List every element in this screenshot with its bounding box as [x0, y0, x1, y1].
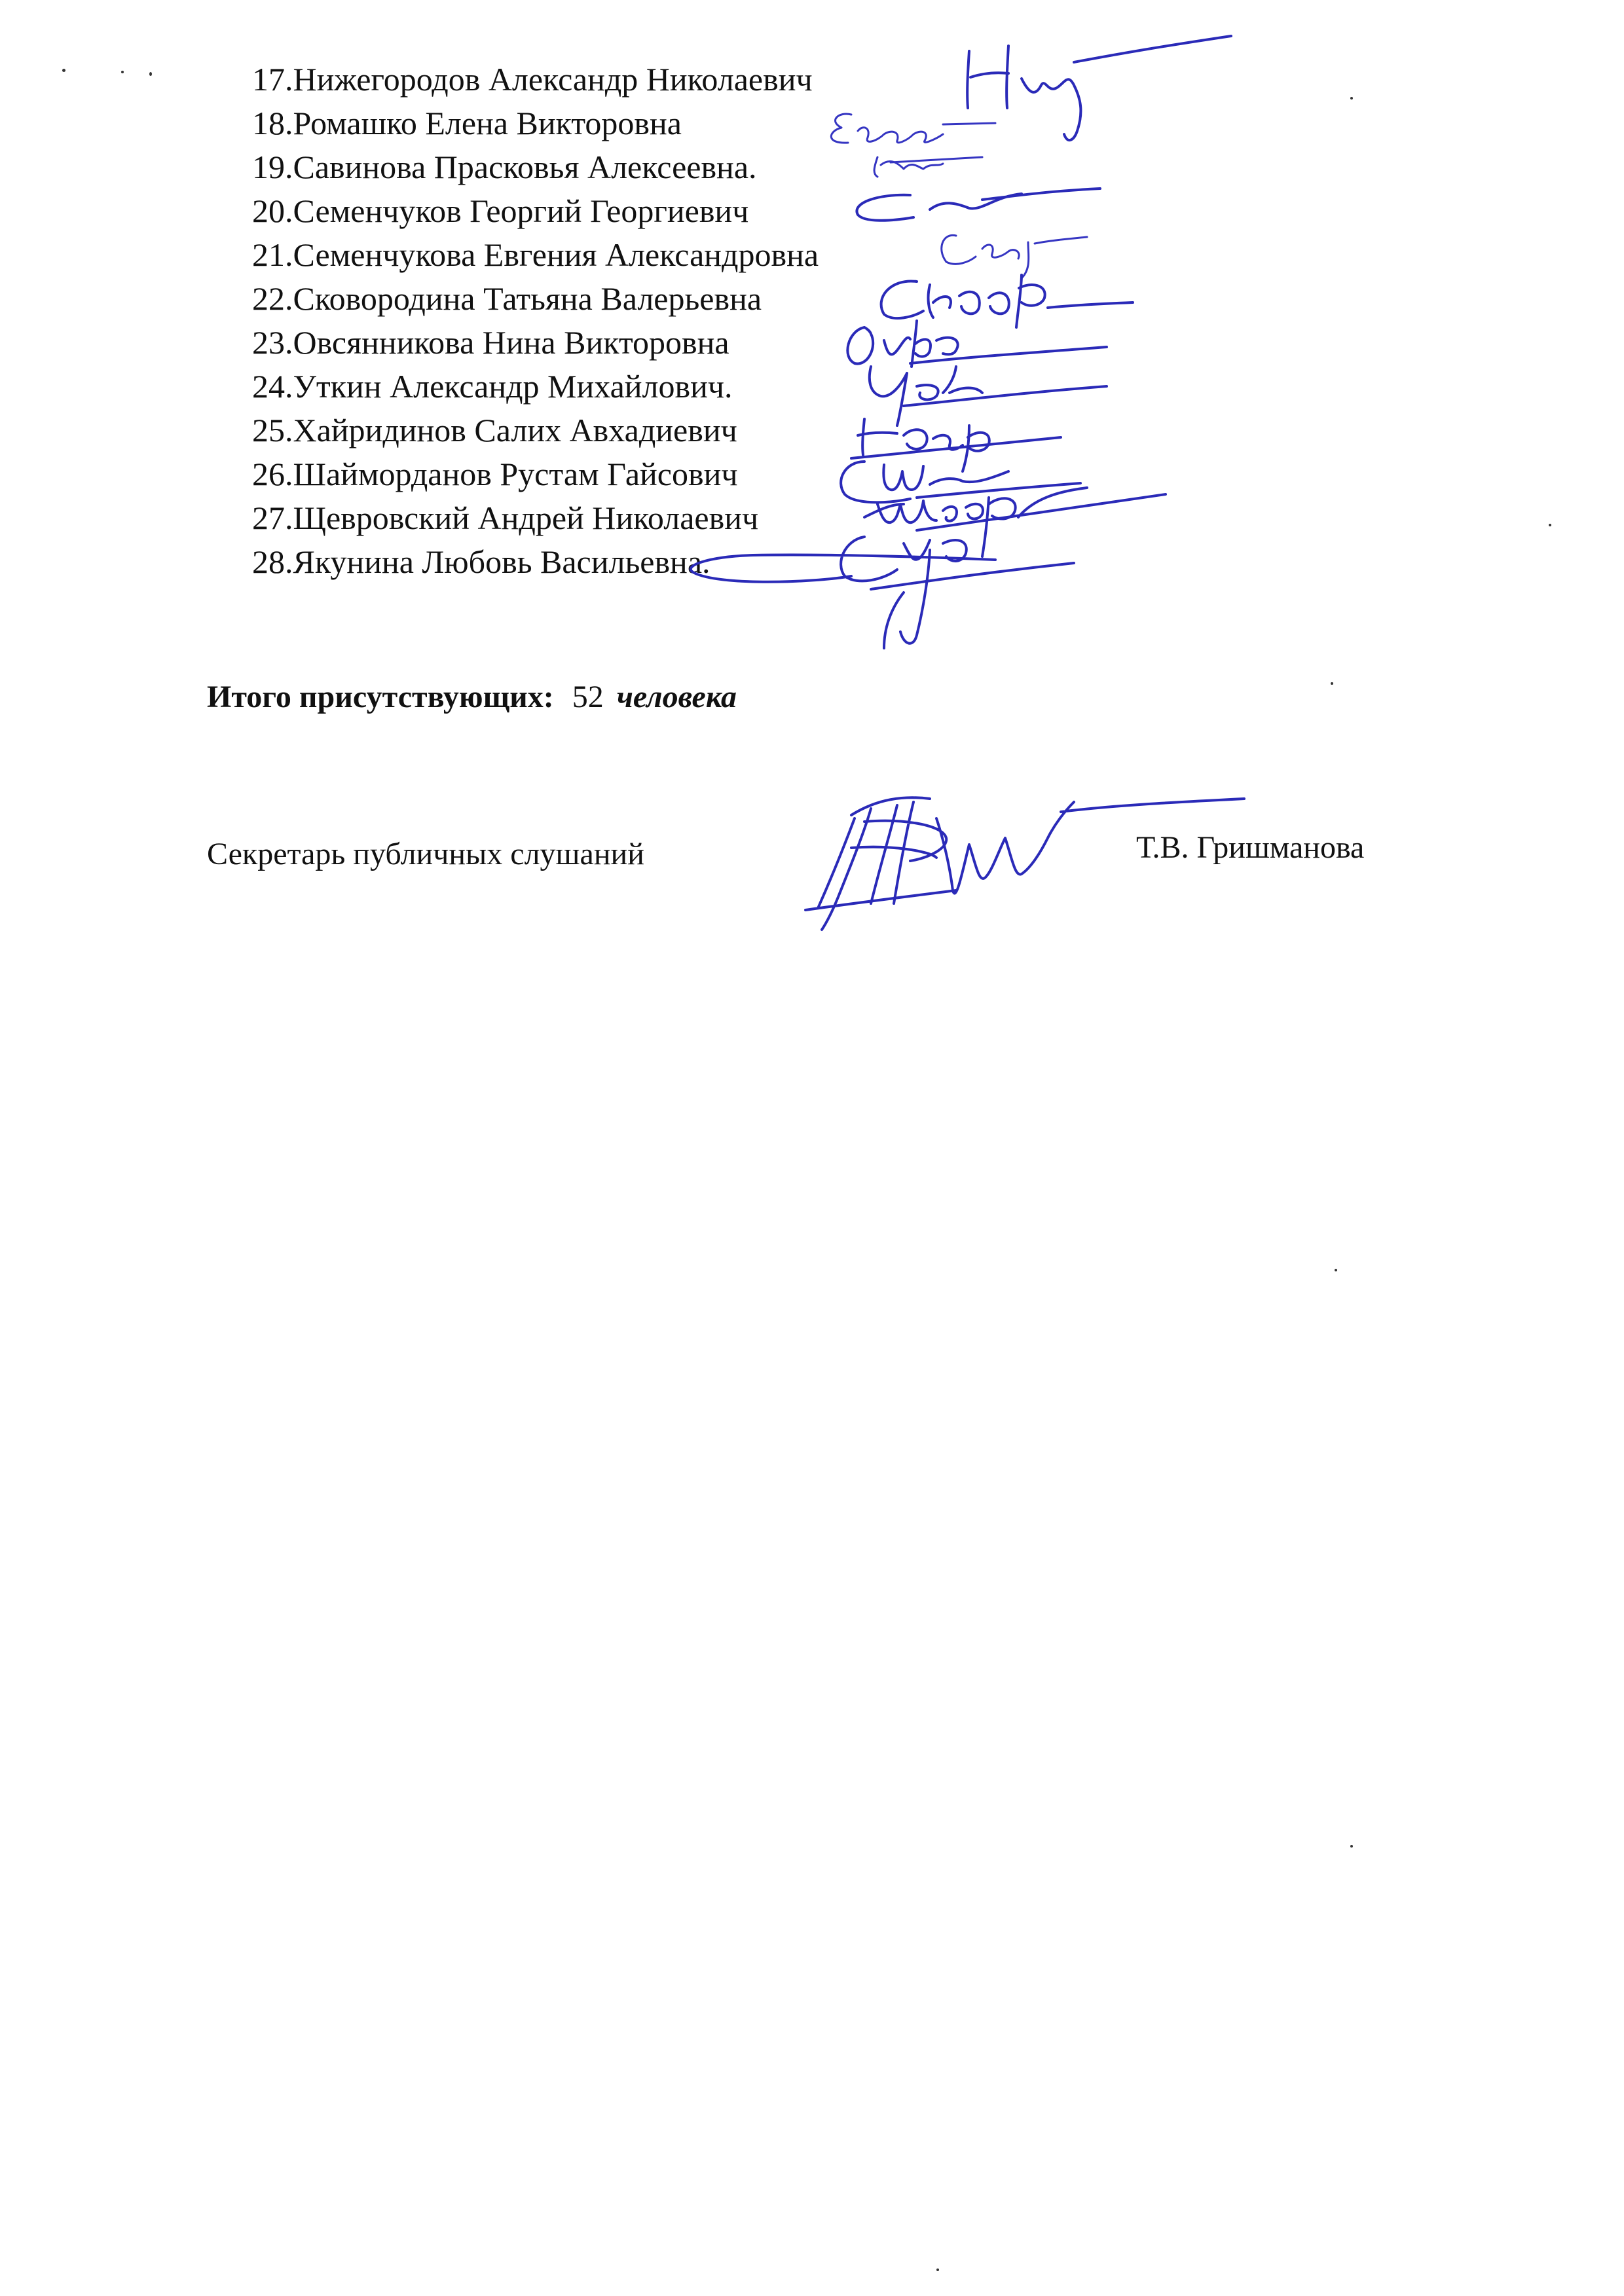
scan-speck	[1350, 97, 1353, 100]
attendee-number: 27.	[252, 500, 293, 536]
attendee-row	[252, 145, 819, 189]
scan-speck	[1331, 682, 1333, 685]
signature-26	[841, 462, 1080, 502]
scan-speck	[1549, 524, 1551, 526]
attendee-row	[252, 452, 819, 496]
signature-17	[967, 36, 1231, 140]
attendee-row	[252, 321, 819, 365]
attendee-number: 25.	[252, 412, 293, 448]
attendee-name: Хайридинов Салих Авхадиевич	[293, 412, 737, 448]
attendee-name: Овсянникова Нина Викторовна	[293, 324, 729, 361]
signature-20	[857, 189, 1100, 221]
total-label: Итого присутствующих:	[207, 680, 554, 714]
secretary-name: Т.В. Гришманова	[1136, 830, 1365, 865]
attendee-row	[252, 189, 819, 233]
attendee-number: 17.	[252, 61, 293, 98]
attendee-list	[252, 58, 819, 584]
attendee-number: 22.	[252, 280, 293, 317]
scan-speck	[149, 72, 152, 76]
attendee-name: Шайморданов Рустам Гайсович	[293, 456, 738, 492]
attendee-number: 20.	[252, 192, 293, 229]
signature-23	[847, 321, 1107, 393]
scan-speck	[1350, 1845, 1353, 1848]
attendee-number: 28.	[252, 543, 293, 580]
attendee-row	[252, 496, 819, 540]
attendee-row	[252, 233, 819, 277]
total-attendees	[207, 678, 737, 717]
attendee-row	[252, 277, 819, 321]
attendee-number: 21.	[252, 236, 293, 273]
attendee-row	[252, 540, 819, 584]
attendee-row	[252, 409, 819, 452]
attendee-row	[252, 58, 819, 101]
signature-19	[874, 157, 982, 177]
attendee-number: 23.	[252, 324, 293, 361]
signature-18	[831, 114, 995, 143]
attendee-name: Сковородина Татьяна Валерьевна	[293, 280, 762, 317]
attendee-name: Щевровский Андрей Николаевич	[293, 500, 759, 536]
scan-speck	[936, 2269, 939, 2271]
scan-speck	[62, 69, 65, 72]
attendee-number: 26.	[252, 456, 293, 492]
scan-speck	[1335, 1269, 1337, 1271]
attendee-row	[252, 365, 819, 409]
scan-speck	[121, 71, 124, 73]
attendee-number: 24.	[252, 368, 293, 405]
signature-24	[870, 367, 1107, 426]
secretary-role: Секретарь публичных слушаний	[207, 837, 644, 871]
attendee-name: Ромашко Елена Викторовна	[293, 105, 682, 141]
total-count: 52	[572, 680, 604, 714]
attendee-name: Семенчукова Евгения Александровна	[293, 236, 819, 273]
attendee-name: Уткин Александр Михайлович.	[293, 368, 733, 405]
total-unit: человека	[616, 680, 737, 714]
attendee-name: Якунина Любовь Васильевна.	[293, 543, 710, 580]
attendee-number: 19.	[252, 149, 293, 185]
attendee-number: 18.	[252, 105, 293, 141]
signature-25	[851, 419, 1061, 471]
signature-27	[864, 488, 1166, 556]
signature-22	[881, 275, 1133, 327]
attendee-row	[252, 101, 819, 145]
signature-21	[942, 235, 1087, 278]
attendee-name: Нижегородов Александр Николаевич	[293, 61, 813, 98]
attendee-name: Савинова Прасковья Алексеевна.	[293, 149, 757, 185]
attendee-name: Семенчуков Георгий Георгиевич	[293, 192, 749, 229]
